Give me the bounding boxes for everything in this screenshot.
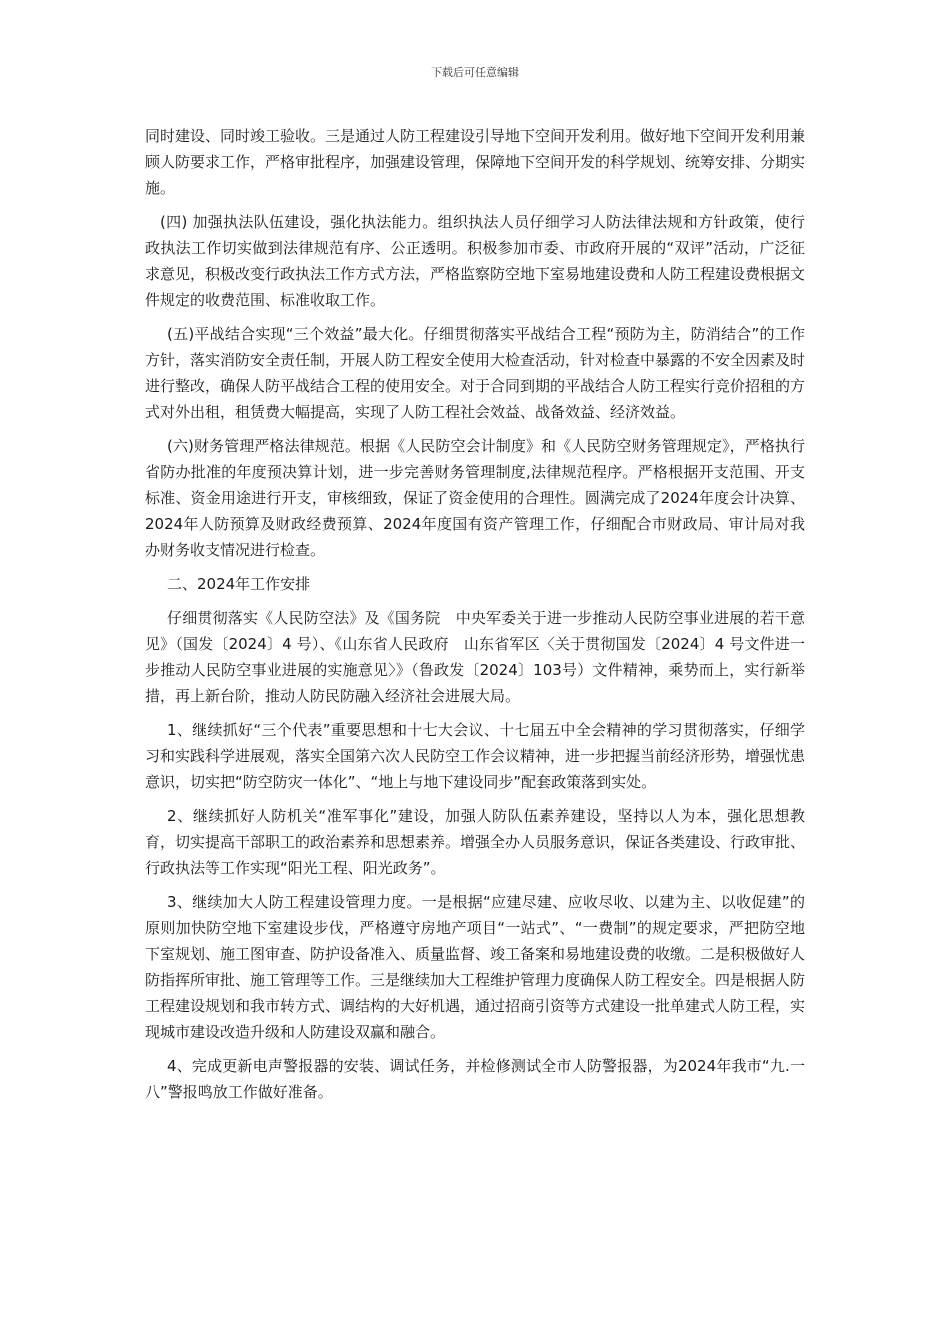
paragraph-section-6: (六)财务管理严格法律规范。根据《人民防空会计制度》和《人民防空财务管理规定》，严格执行省防办批准的年度预决算计划，进一步完善财务管理制度,法律规范程序。严格根据开支范围、开支标准、资金用途进行开支，审核细致，保证了资金使用的合理性。圆满完成了2024年度会计决算、2024年人防预算及财政经费预算、2024年度国有资产管理工作，仔细配合市财政局、审计局对我办财务收支情况进行检查。 xyxy=(145,437,805,559)
section-heading-2024-plan: 二、2024年工作安排 xyxy=(167,575,311,593)
paragraph-plan-item-4: 4、完成更新电声警报器的安装、调试任务，并检修测试全市人防警报器，为2024年我市“九.一八”警报鸣放工作做好准备。 xyxy=(145,1057,805,1101)
paragraph-section-5: (五)平战结合实现“三个效益”最大化。仔细贯彻落实平战结合工程“预防为主，防消结合”的工作方针，落实消防安全责任制，开展人防工程安全使用大检查活动，针对检查中暴露的不安全因素及时进行整改，确保人防平战结合工程的使用安全。对于合同到期的平战结合人防工程实行竞价招租的方式对外出租，租赁费大幅提高，实现了人防工程社会效益、战备效益、经济效益。 xyxy=(145,325,806,421)
paragraph-plan-item-3: 3、继续加大人防工程建设管理力度。一是根据“应建尽建、应收尽收、以建为主、以收促建”的原则加快防空地下室建设步伐，严格遵守房地产项目“一站式”、“一费制”的规定要求，严把防空地下室规划、施工图审查、防护设备准入、质量监督、竣工备案和易地建设费的收缴。二是积极做好人防指挥所审批、施工管理等工作。三是继续加大工程维护管理力度确保人防工程安全。四是根据人防工程建设规划和我市转方式、调结构的大好机遇，通过招商引资等方式建设一批单建式人防工程，实现城市建设改造升级和人防建设双赢和融合。 xyxy=(145,893,806,1041)
document-body xyxy=(145,123,805,1113)
paragraph-section-4: (四) 加强执法队伍建设，强化执法能力。组织执法人员仔细学习人防法律法规和方针政策，使行政执法工作切实做到法律规范有序、公正透明。积极参加市委、市政府开展的“双评”活动，广泛征求意见，积极改变行政执法工作方式方法，严格监察防空地下室易地建设费和人防工程建设费根据文件规定的收费范围、标准收取工作。 xyxy=(145,213,806,309)
paragraph-plan-intro: 仔细贯彻落实《人民防空法》及《国务院 中央军委关于进一步推动人民防空事业进展的若干意见》（国发〔2024〕4 号）、《山东省人民政府 山东省军区〈关于贯彻国发〔2024〕4 号文件进一步推动人民防空事业进展的实施意见〉》（鲁政发〔2024〕103号）文件精神，乘势而上，实行新举措，再上新台阶，推动人防民防融入经济社会进展大局。 xyxy=(145,609,805,705)
paragraph-continuation: 同时建设、同时竣工验收。三是通过人防工程建设引导地下空间开发利用。做好地下空间开发利用兼顾人防要求工作，严格审批程序，加强建设管理，保障地下空间开发的科学规划、统筹安排、分期实施。 xyxy=(145,127,806,197)
page-header: 下载后可任意编辑 xyxy=(431,66,519,79)
paragraph-plan-item-2: 2、继续抓好人防机关“准军事化”建设，加强人防队伍素养建设，坚持以人为本，强化思想教育，切实提高干部职工的政治素养和思想素养。增强全办人员服务意识，保证各类建设、行政审批、行政执法等工作实现“阳光工程、阳光政务”。 xyxy=(145,807,806,877)
paragraph-plan-item-1: 1、继续抓好“三个代表”重要思想和十七大会议、十七届五中全会精神的学习贯彻落实，仔细学习和实践科学进展观，落实全国第六次人民防空工作会议精神，进一步把握当前经济形势，增强忧患意识，切实把“防空防灾一体化”、“地上与地下建设同步”配套政策落到实处。 xyxy=(145,721,806,791)
